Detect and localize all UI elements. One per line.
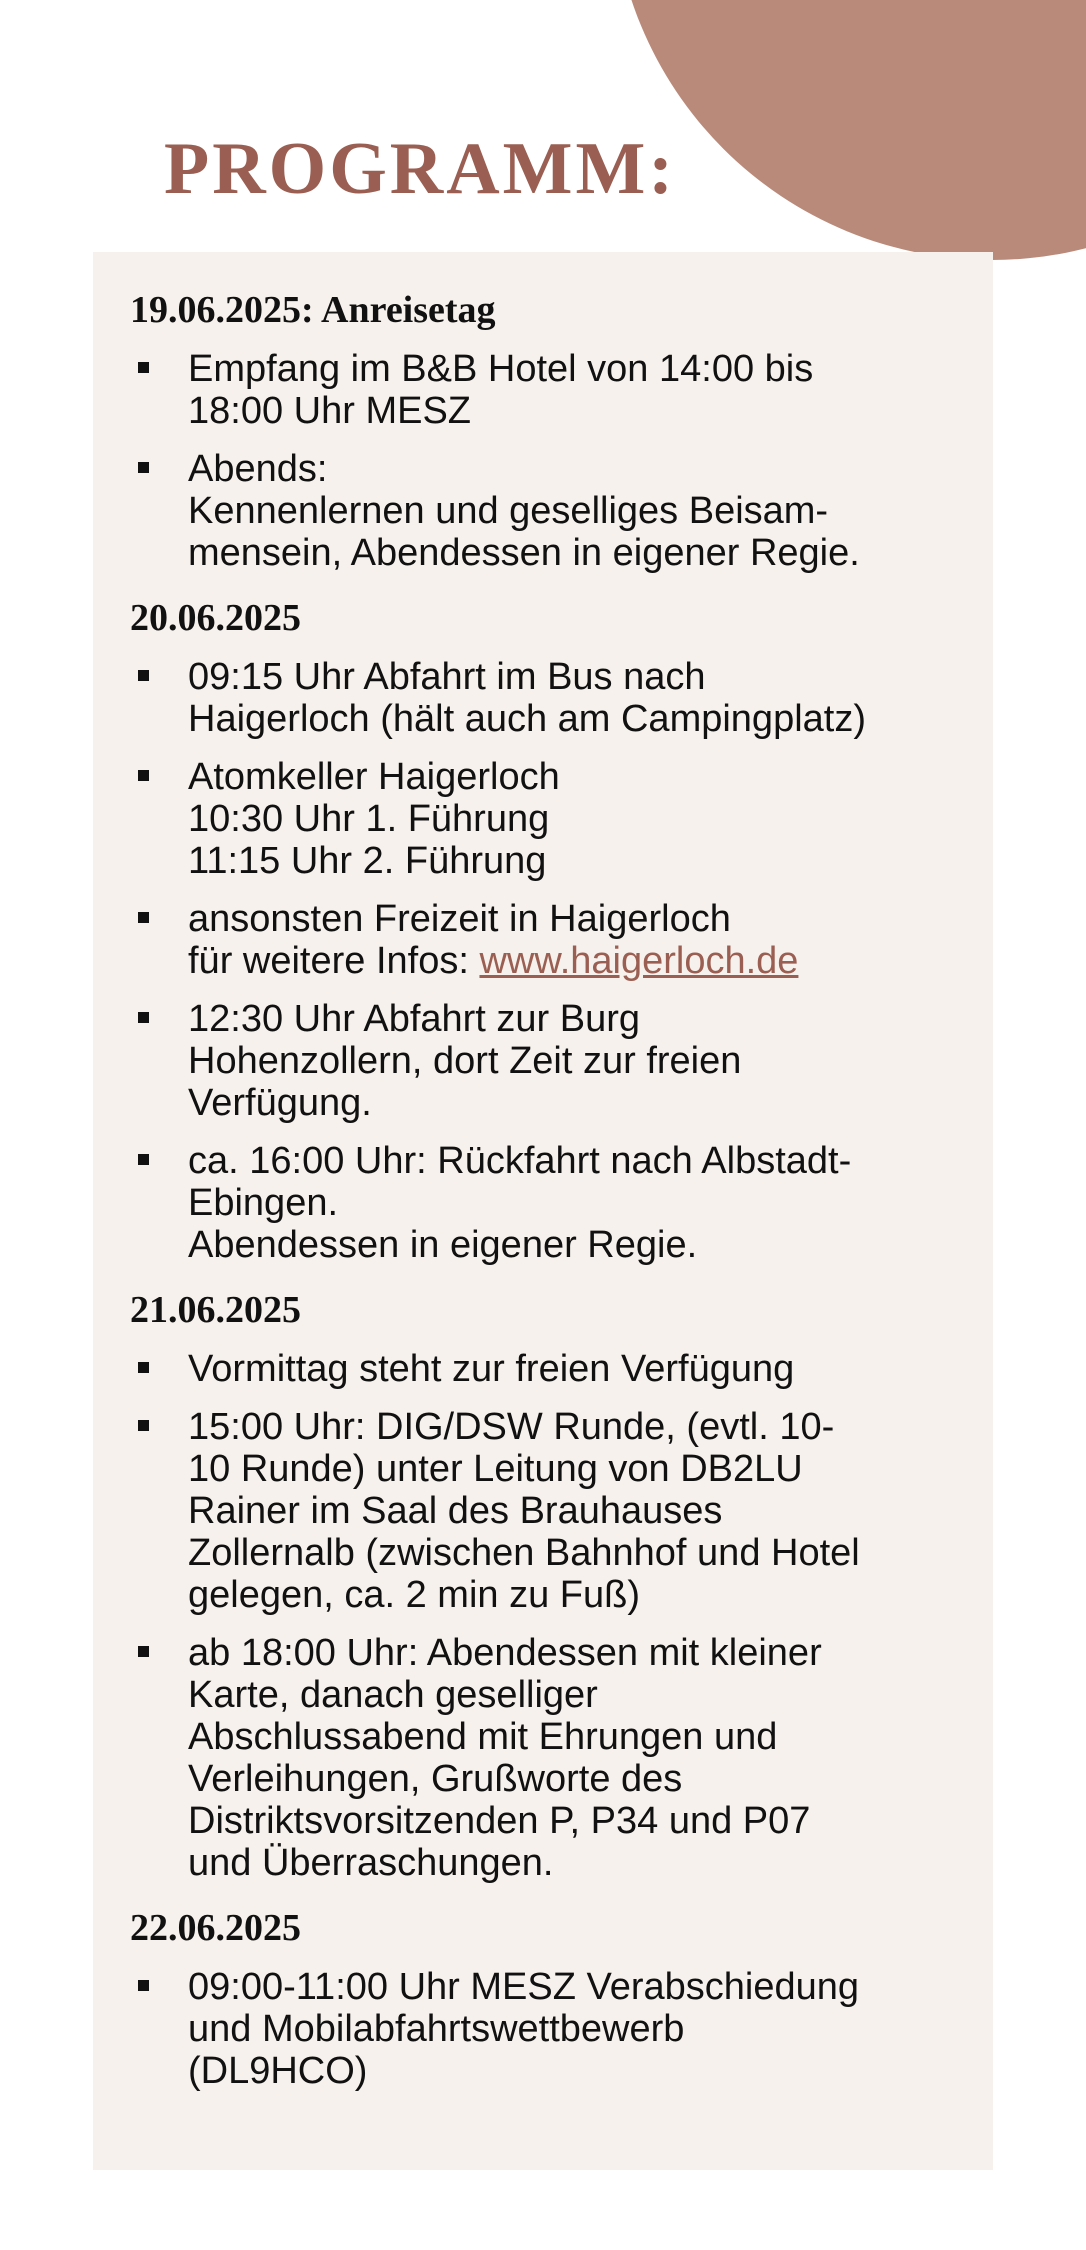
square-bullet-icon — [138, 770, 149, 781]
square-bullet-icon — [138, 362, 149, 373]
item-line: Rainer im Saal des Brauhauses — [188, 1490, 723, 1532]
square-bullet-icon — [138, 912, 149, 923]
square-bullet-icon — [138, 670, 149, 681]
item-line: Kennenlernen und geselliges Beisam- — [188, 490, 829, 532]
program-box — [93, 252, 993, 2170]
day-items — [130, 656, 953, 1266]
list-item — [130, 998, 953, 1124]
square-bullet-icon — [138, 1362, 149, 1373]
page-title: PROGRAMM: — [164, 128, 676, 210]
list-item — [130, 1140, 953, 1266]
square-bullet-icon — [138, 1420, 149, 1431]
haigerloch-link[interactable]: www.haigerloch.de — [479, 940, 799, 982]
item-line: Ebingen. — [188, 1182, 339, 1224]
item-line: 09:00-11:00 Uhr MESZ Verabschiedung — [188, 1966, 860, 2008]
list-item — [130, 1632, 953, 1884]
square-bullet-icon — [138, 1154, 149, 1165]
item-line: und Überraschungen. — [188, 1842, 554, 1884]
item-line: 09:15 Uhr Abfahrt im Bus nach — [188, 656, 706, 698]
day-section — [130, 288, 953, 574]
day-title: 19.06.2025: Anreisetag — [130, 289, 496, 331]
item-line: ab 18:00 Uhr: Abendessen mit kleiner — [188, 1632, 822, 1674]
item-line: Haigerloch (hält auch am Campingplatz) — [188, 698, 866, 740]
item-line: 10:30 Uhr 1. Führung — [188, 798, 550, 840]
square-bullet-icon — [138, 1012, 149, 1023]
item-line: Zollernalb (zwischen Bahnhof und Hotel — [188, 1532, 860, 1574]
list-item — [130, 1406, 953, 1616]
item-line: 12:30 Uhr Abfahrt zur Burg — [188, 998, 641, 1040]
day-section — [130, 596, 953, 1266]
item-line: Hohenzollern, dort Zeit zur freien — [188, 1040, 742, 1082]
square-bullet-icon — [138, 1646, 149, 1657]
list-item — [130, 348, 953, 432]
item-line: ansonsten Freizeit in Haigerloch — [188, 898, 731, 940]
item-line: Karte, danach geselliger — [188, 1674, 598, 1716]
item-line: Distriktsvorsitzenden P, P34 und P07 — [188, 1800, 811, 1842]
item-line: mensein, Abendessen in eigener Regie. — [188, 532, 860, 574]
item-line: Atomkeller Haigerloch — [188, 756, 560, 798]
day-title: 20.06.2025 — [130, 597, 301, 639]
day-title: 21.06.2025 — [130, 1289, 301, 1331]
item-line: Verfügung. — [188, 1082, 372, 1124]
item-line-with-link — [188, 940, 953, 982]
item-line: (DL9HCO) — [188, 2050, 368, 2092]
day-items — [130, 348, 953, 574]
item-line: und Mobilabfahrtswettbewerb — [188, 2008, 685, 2050]
item-line: Abendessen in eigener Regie. — [188, 1224, 698, 1266]
item-line: Abschlussabend mit Ehrungen und — [188, 1716, 778, 1758]
list-item — [130, 1348, 953, 1390]
item-line: Vormittag steht zur freien Verfügung — [188, 1348, 795, 1390]
item-line: ca. 16:00 Uhr: Rückfahrt nach Albstadt- — [188, 1140, 852, 1182]
day-items — [130, 1348, 953, 1884]
item-line: Abends: — [188, 448, 328, 490]
item-line: 10 Runde) unter Leitung von DB2LU — [188, 1448, 803, 1490]
item-line: Empfang im B&B Hotel von 14:00 bis — [188, 348, 814, 390]
square-bullet-icon — [138, 462, 149, 473]
list-item — [130, 448, 953, 574]
day-items — [130, 1966, 953, 2092]
day-section — [130, 1906, 953, 2092]
list-item — [130, 756, 953, 882]
link-prefix: für weitere Infos: — [188, 940, 480, 982]
list-item — [130, 1966, 953, 2092]
item-line: 18:00 Uhr MESZ — [188, 390, 471, 432]
day-title: 22.06.2025 — [130, 1907, 301, 1949]
square-bullet-icon — [138, 1980, 149, 1991]
list-item — [130, 898, 953, 982]
item-line: gelegen, ca. 2 min zu Fuß) — [188, 1574, 640, 1616]
decorative-circle — [612, 0, 1086, 260]
item-line: 11:15 Uhr 2. Führung — [188, 840, 547, 882]
list-item — [130, 656, 953, 740]
day-section — [130, 1288, 953, 1884]
item-line: 15:00 Uhr: DIG/DSW Runde, (evtl. 10- — [188, 1406, 835, 1448]
item-line: Verleihungen, Grußworte des — [188, 1758, 683, 1800]
